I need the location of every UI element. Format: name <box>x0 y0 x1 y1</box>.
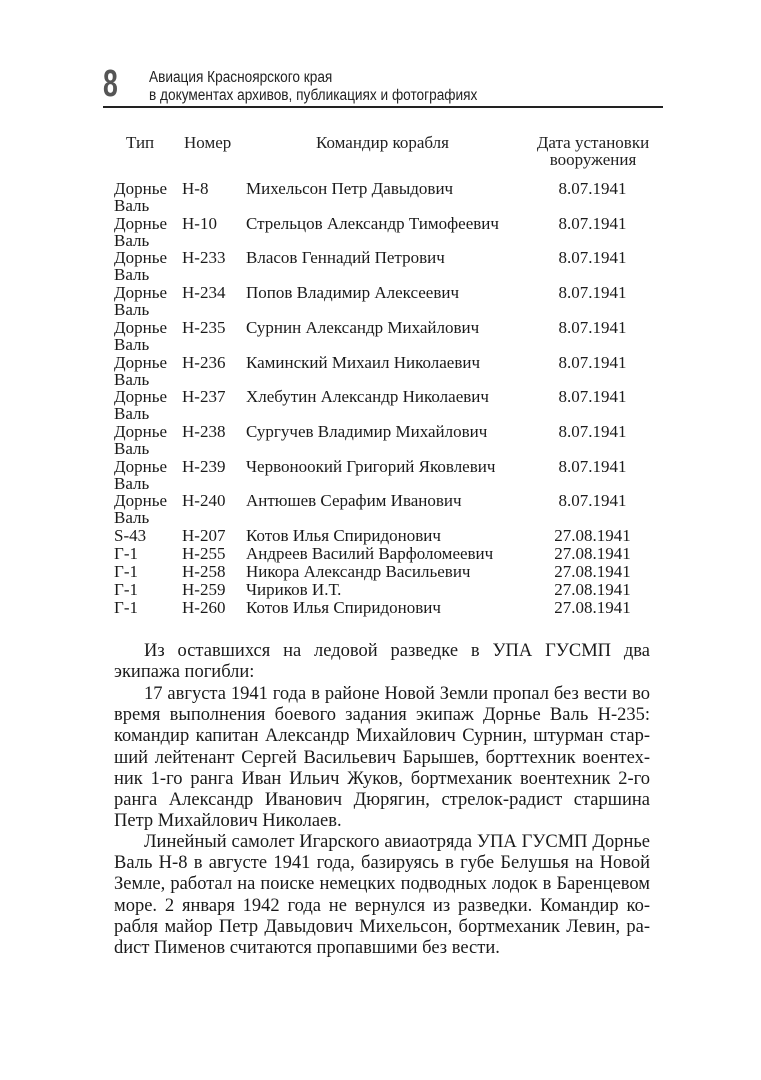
cell-commander: Михельсон Петр Давыдович <box>246 179 454 198</box>
cell-commander: Никора Александр Васильевич <box>246 562 471 582</box>
cell-type: Дорнье Валь <box>114 421 167 458</box>
cell-date: 8.07.1941 <box>558 352 627 372</box>
cell-date: 8.07.1941 <box>558 456 627 476</box>
cell-date: 8.07.1941 <box>558 421 627 441</box>
cell-date: 8.07.1941 <box>558 491 627 511</box>
column-header-commander: Командир корабля <box>316 133 449 152</box>
cell-commander: Сурнин Александр Михайлович <box>246 317 480 337</box>
header-rule <box>103 106 663 108</box>
cell-number: Н-237 <box>182 387 226 407</box>
cell-type: Дорнье Валь <box>114 213 167 250</box>
cell-type: Г-1 <box>114 598 138 618</box>
running-head-line2: в документах архивов, публикациях и фотографиях <box>149 87 478 104</box>
paragraph: Линейный самолет Игарского авиаотряда УПА ГУСМП Дорнье Валь Н-8 в августе 1941 года, базируясь в губе Белушья на Новой Земле, работал на поиске немецких подводных лодок в Баренцевом море. 2 января 1942 года не вернулся из разведки. Командир корабля майор Петр Давыдович Михельсон, бортмеханик Левин, раdист Пименов считаются пропавшими без вести. <box>114 832 650 959</box>
cell-commander: Антюшев Серафим Иванович <box>246 491 462 511</box>
cell-type: Г-1 <box>114 544 138 564</box>
cell-date: 27.08.1941 <box>554 544 631 564</box>
cell-commander: Хлебутин Александр Николаевич <box>246 387 489 407</box>
cell-type: Дорнье Валь <box>114 352 167 389</box>
cell-type: S-43 <box>114 526 147 545</box>
cell-commander: Сургучев Владимир Михайлович <box>246 421 488 441</box>
cell-commander: Червоноокий Григорий Яковлевич <box>246 456 496 476</box>
page-number: 8 <box>103 63 118 105</box>
cell-number: Н-238 <box>182 421 226 441</box>
cell-date: 27.08.1941 <box>554 526 631 545</box>
cell-date: 8.07.1941 <box>558 387 627 407</box>
cell-number: Н-259 <box>182 580 226 600</box>
cell-type: Дорнье Валь <box>114 283 167 320</box>
cell-number: Н-255 <box>182 544 226 564</box>
cell-number: Н-233 <box>182 248 226 268</box>
column-header-type: Тип <box>126 133 155 152</box>
cell-number: Н-8 <box>182 179 209 198</box>
cell-number: Н-207 <box>182 526 226 545</box>
cell-date: 27.08.1941 <box>554 562 631 582</box>
column-header-date <box>530 134 656 168</box>
cell-date: 8.07.1941 <box>558 213 627 233</box>
cell-commander: Власов Геннадий Петрович <box>246 248 445 268</box>
cell-commander: Попов Владимир Алексеевич <box>246 283 460 303</box>
cell-date: 8.07.1941 <box>558 283 627 303</box>
cell-number: Н-10 <box>182 213 217 233</box>
column-header-date-line2: вооружения <box>549 150 637 169</box>
cell-type: Дорнье Валь <box>114 387 167 424</box>
column-header-date-line1: Дата установки <box>536 133 650 152</box>
cell-commander: Каминский Михаил Николаевич <box>246 352 481 372</box>
column-header-number: Номер <box>184 133 232 152</box>
cell-commander: Чириков И.Т. <box>246 580 342 600</box>
cell-date: 8.07.1941 <box>558 179 627 198</box>
cell-type: Дорнье Валь <box>114 491 167 528</box>
cell-date: 8.07.1941 <box>558 248 627 268</box>
cell-type: Дорнье Валь <box>114 456 167 493</box>
cell-commander: Котов Илья Спиридонович <box>246 598 441 618</box>
cell-type: Г-1 <box>114 562 138 582</box>
cell-number: Н-258 <box>182 562 226 582</box>
cell-type: Дорнье Валь <box>114 248 167 285</box>
cell-commander: Стрельцов Александр Тимофеевич <box>246 213 499 233</box>
cell-number: Н-235 <box>182 317 226 337</box>
paragraph: 17 августа 1941 года в районе Новой Земли пропал без вести во время выполнения боевого задания экипаж Дорнье Валь Н-235: командир капитан Александр Михайлович Сурнин, штурман старший лейтенант Сергей Васильевич Барышев, борттехник воентехник 1-го ранга Иван Ильич Жуков, бортмеханик воентехник 2-го ранга Александр Иванович Дюрягин, стрелок-радист старшина Петр Михайлович Николаев. <box>114 684 650 832</box>
cell-type: Дорнье Валь <box>114 179 167 215</box>
paragraph: Из оставшихся на ледовой разведке в УПА ГУСМП два экипажа погибли: <box>114 641 650 683</box>
cell-number: Н-240 <box>182 491 226 511</box>
cell-number: Н-234 <box>182 283 226 303</box>
cell-commander: Андреев Василий Варфоломеевич <box>246 544 494 564</box>
cell-date: 27.08.1941 <box>554 580 631 600</box>
cell-number: Н-239 <box>182 456 226 476</box>
cell-date: 8.07.1941 <box>558 317 627 337</box>
cell-type: Г-1 <box>114 580 138 600</box>
cell-type: Дорнье Валь <box>114 317 167 354</box>
running-head <box>149 69 477 105</box>
cell-date: 27.08.1941 <box>554 598 631 618</box>
cell-number: Н-260 <box>182 598 226 618</box>
cell-number: Н-236 <box>182 352 226 372</box>
cell-commander: Котов Илья Спиридонович <box>246 526 441 545</box>
running-head-line1: Авиация Красноярского края <box>149 69 333 86</box>
